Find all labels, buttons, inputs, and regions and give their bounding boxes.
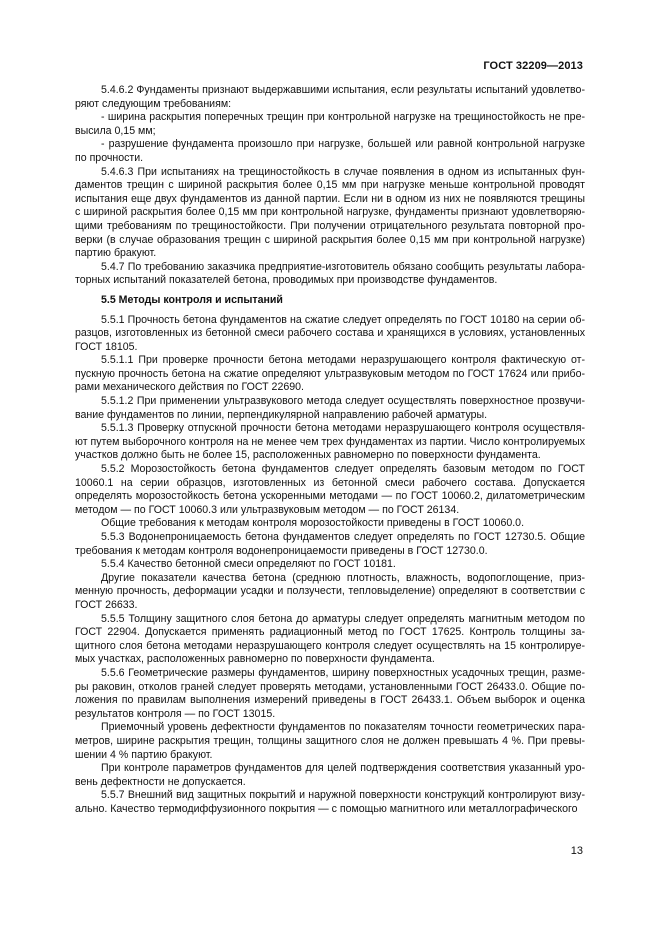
paragraph-frost-general: Общие требования к методам контроля морозостойкости приведены в ГОСТ 10060.0. xyxy=(101,517,525,530)
document-code-header: ГОСТ 32209—2013 xyxy=(483,60,583,72)
paragraph-5-5-6: 5.5.6 Геометрические размеры фундаментов, ширину поверхностных усадочных трещин, размеры раковин, отколов граней следует проверять методами, установленными ГОСТ 26433.0. Общие положения по правилам выполнения измерений приведены в ГОСТ 26433.1. Объем выборок и оценка результатов контроля — по ГОСТ 13015. xyxy=(75,666,585,720)
paragraph-5-5-1-1: 5.5.1.1 При проверке прочности бетона методами неразрушающего контроля фактическую отпускную прочность бетона на сжатие определяют ультразвуковым методом по ГОСТ 17624 или приборами механического действия по ГОСТ 22690. xyxy=(75,354,585,394)
paragraph-5-5-7: 5.5.7 Внешний вид защитных покрытий и наружной поверхности конструкций контролируют визуально. Качество термодиффузионного покрытия — с помощью магнитного или металлографического xyxy=(75,789,585,815)
paragraph-5-5-1-2: 5.5.1.2 При применении ультразвукового метода следует осуществлять поверхностное прозвучивание фундаментов по линии, перпендикулярной направлению рабочей арматуры. xyxy=(75,395,585,421)
body-text xyxy=(75,84,585,816)
paragraph-5-4-7: 5.4.7 По требованию заказчика предприятие-изготовитель обязано сообщить результаты лабораторных испытаний показателей бетона, проводимых при производстве фундаментов. xyxy=(75,260,585,287)
paragraph-conformity: При контроле параметров фундаментов для целей подтверждения соответствия указанный уровень дефектности не допускается. xyxy=(75,762,585,788)
paragraph-other-indicators: Другие показатели качества бетона (среднюю плотность, влажность, водопоглощение, призменную прочность, деформации усадки и ползучести, тепловыделение) определяют в соответствии с ГОСТ 26633. xyxy=(75,571,585,611)
list-item-crack-width: - ширина раскрытия поперечных трещин при контрольной нагрузке на трещиностойкость не превысила 0,15 мм; xyxy=(75,111,585,137)
paragraph-5-5-5: 5.5.5 Толщину защитного слоя бетона до арматуры следует определять магнитным методом по ГОСТ 22904. Допускается применять радиационный метод по ГОСТ 17625. Контроль толщины защитного слоя бетона методами неразрушающего контроля следует осуществлять на 15 контролируемых участках, расположенных равномерно по поверхности фундамента. xyxy=(75,612,585,666)
paragraph-5-5-1: 5.5.1 Прочность бетона фундаментов на сжатие следует определять по ГОСТ 10180 на серии образцов, изготовленных из бетонной смеси рабочего состава и хранящихся в условиях, установленных ГОСТ 18105. xyxy=(75,313,585,353)
list-item-failure-load: - разрушение фундамента произошло при нагрузке, большей или равной контрольной нагрузке по прочности. xyxy=(75,138,585,164)
paragraph-5-4-6-3: 5.4.6.3 При испытаниях на трещиностойкость в случае появления в одном из испытанных фундаментов трещин с шириной раскрытия более 0,15 мм при нагрузке меньше контрольной проводят испытания еще двух фундаментов из данной партии. Если ни в одном из них не появляются трещины с шириной раскрытия более 0,15 мм при контрольной нагрузке, фундаменты признают удовлетворяющими требованиям по трещиностойкости. При получении отрицательного результата повторной проверки (в случае образования трещин с шириной раскрытия более 0,15 мм при контрольной нагрузке) партию бракуют. xyxy=(75,165,585,260)
paragraph-5-5-2: 5.5.2 Морозостойкость бетона фундаментов следует определять базовым методом по ГОСТ 10060.1 на серии образцов, изготовленных из бетонной смеси рабочего состава. Допускается определять морозостойкость бетона ускоренными методами — по ГОСТ 10060.2, дилатометрическим методом — по ГОСТ 10060.3 или ультразвуковым методом — по ГОСТ 26134. xyxy=(75,463,585,516)
section-heading-5-5: 5.5 Методы контроля и испытаний xyxy=(101,293,283,306)
paragraph-5-4-6-2: 5.4.6.2 Фундаменты признают выдержавшими испытания, если результаты испытаний удовлетворяют следующим требованиям: xyxy=(75,84,585,110)
page-number: 13 xyxy=(570,845,583,857)
paragraph-5-5-3: 5.5.3 Водонепроницаемость бетона фундаментов следует определять по ГОСТ 12730.5. Общие требования к методам контроля водонепроницаемости приведены в ГОСТ 12730.0. xyxy=(75,531,585,557)
paragraph-5-5-1-3: 5.5.1.3 Проверку отпускной прочности бетона методами неразрушающего контроля осуществляют путем выборочного контроля на не менее чем трех фундаментах из партии. Число контролируемых участков должно быть не более 15, расположенных равномерно по поверхности фундамента. xyxy=(75,422,585,462)
paragraph-5-5-4: 5.5.4 Качество бетонной смеси определяют по ГОСТ 10181. xyxy=(101,558,396,571)
paragraph-acceptance-level: Приемочный уровень дефектности фундаментов по показателям точности геометрических параметров, ширине раскрытия трещин, толщины защитного слоя не должен превышать 4 %. При превышении 4 % партию бракуют. xyxy=(75,721,585,761)
